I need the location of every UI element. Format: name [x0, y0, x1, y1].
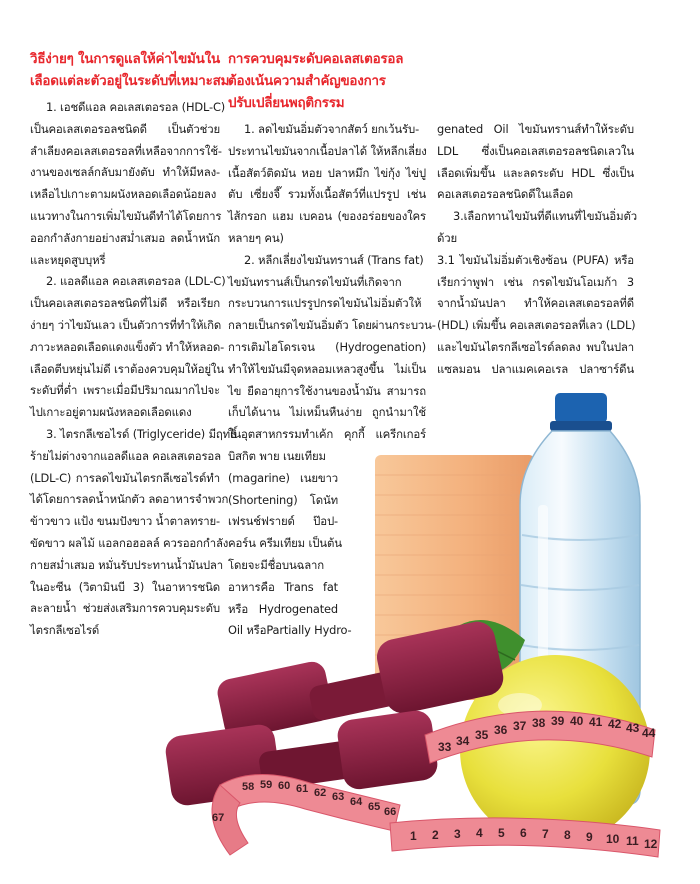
tape-number: 66	[384, 806, 397, 818]
tape-number: 60	[278, 780, 291, 792]
right-column-text	[437, 119, 637, 381]
text-line: ไขมันทรานส์เป็นกรดไขมันที่เกิดจาก	[228, 274, 402, 289]
tape-number: 7	[542, 827, 549, 841]
text-line: เลือดตีบหยุ่นไม่ดี เราต้องควบคุมให้อยู่ใน	[30, 361, 224, 376]
text-line: 1. เอชดีแอล คอเลสเตอรอล (HDL-C)	[46, 100, 226, 114]
tape-number: 8	[564, 828, 571, 842]
tape-number: 43	[626, 721, 640, 735]
text-line: ขัดขาว ผลไม้ แอลกอฮอลล์ ควรออกกำลัง	[30, 535, 229, 550]
tape-number: 5	[498, 826, 505, 840]
text-line: ตับ เซี่ยงจี๊ รวมทั้งเนื้อสัตว์ที่แปรรูป เช่น	[228, 187, 426, 202]
tape-number: 1	[410, 829, 417, 843]
tape-number: 4	[476, 826, 483, 840]
middle-heading-line: ต้องเน้นความสำคัญของการ	[228, 74, 386, 89]
tape-number: 12	[644, 837, 658, 851]
text-line: 3.เลือกทานไขมันที่ดีแทนที่ไขมันอิ่มตัว	[453, 209, 637, 224]
text-line: และไขมันไตรกลีเซอไรด์ลดลง พบในปลา	[437, 339, 634, 354]
text-line: แนวทางในการเพิ่มไขมันดีทำได้โดยการ	[30, 208, 222, 223]
tape-number: 34	[456, 734, 470, 748]
tape-number: 35	[475, 728, 489, 742]
text-line: ไส้กรอก แฮม เบคอน (ของอร่อยของใคร	[228, 209, 426, 224]
tape-number: 33	[438, 740, 452, 754]
text-line: ร้ายไม่ต่างจากแอลดีแอล คอเลสเตอรอล	[30, 448, 221, 463]
tape-number: 59	[260, 779, 273, 791]
tape-number: 42	[608, 717, 622, 731]
tape-number: 62	[314, 787, 327, 799]
text-line: ภาวะหลอดเลือดแดงแข็งตัว ทำให้หลอด-	[30, 339, 225, 354]
text-line: หลายๆ คน)	[228, 230, 284, 245]
text-line: ไปเกาะอยู่ตามผนังหลอดเลือดแดง	[30, 405, 192, 420]
text-line: ไข ยืดอายุการใช้งานของน้ำมัน สามารถ	[228, 383, 426, 398]
text-line: กลายเป็นกรดไขมันอิ่มตัว โดยผ่านกระบวน-	[228, 318, 436, 333]
text-line: 2. หลีกเลี่ยงไขมันทรานส์ (Trans fat)	[244, 252, 424, 267]
text-line: การเติมไฮโดรเจน (Hydrogenation)	[228, 339, 426, 354]
text-line: ลำเลียงคอเลสเตอรอลที่เหลือจากการใช้-	[30, 143, 222, 158]
text-line: เก็บได้นาน ไม่เหม็นหืนง่าย ถูกนำมาใช้	[228, 405, 426, 420]
text-line: (LDL-C) การลดไขมันไตรกลีเซอไรด์ทำ	[30, 470, 220, 485]
text-line: จากน้ำมันปลา ทำให้คอเลสเตอรอลที่ดี	[437, 296, 634, 311]
text-line: ในอะซีน (วิตามินบี 3) ในอาหารชนิด	[30, 579, 220, 594]
tape-number: 63	[332, 791, 345, 803]
text-line: ไตรกลีเซอไรด์	[30, 623, 100, 638]
text-line: แซลมอน ปลาแมคเคอเรล ปลาซาร์ดีน	[437, 361, 634, 376]
text-line: ข้าวขาว แป้ง ขนมปังขาว น้ำตาลทราย-	[30, 514, 221, 529]
text-line: 1. ลดไขมันอิ่มตัวจากสัตว์ ยกเว้นรับ-	[244, 122, 420, 136]
left-column-text	[30, 97, 237, 642]
text-line: ง่ายๆ ว่าไขมันเลว เป็นตัวการที่ทำให้เกิด	[30, 317, 222, 332]
text-line: 2. แอลดีแอล คอเลสเตอรอล (LDL-C)	[46, 274, 226, 289]
tape-number: 6	[520, 826, 527, 840]
text-line: เหลือไปเกาะตามผนังหลอดเลือดน้อยลง	[30, 187, 217, 202]
text-line: LDL ซึ่งเป็นคอเลสเตอรอลชนิดเลวใน	[437, 143, 634, 158]
text-line: เรียกว่าพูฟา เช่น กรดไขมันโอเมก้า 3	[437, 274, 634, 289]
left-heading-line: วิธีง่ายๆ ในการดูแลให้ค่าไขมันใน	[30, 52, 220, 67]
tape-number: 11	[626, 834, 639, 848]
text-line: ออกกำลังกายอย่างสม่ำเสมอ ลดน้ำหนัก	[30, 230, 220, 245]
text-line: 3. ไตรกลีเซอไรด์ (Triglyceride) มีฤทธิ์	[46, 426, 237, 441]
measuring-tape-lower	[390, 818, 660, 857]
left-heading-line: เลือดแต่ละตัวอยู่ในระดับที่เหมาะสม	[30, 74, 230, 89]
text-line: อาหารคือ Trans fat	[228, 579, 338, 594]
middle-column-text	[228, 119, 436, 642]
text-line: ด้วย	[437, 230, 458, 245]
text-line: เนื้อสัตว์ติดมัน หอย ปลาหมึก ไข่กุ้ง ไข่ปู	[228, 165, 426, 180]
tape-number: 2	[432, 828, 439, 842]
tape-number: 3	[454, 827, 461, 841]
text-line: ระดับที่ต่ำ เพราะเมื่อมีปริมาณมากไปจะ	[30, 383, 220, 398]
text-line: โดยจะมีชื่อบนฉลาก	[228, 557, 325, 572]
text-line: (HDL) เพิ่มขึ้น คอเลสเตอรอลที่เลว (LDL)	[437, 318, 636, 333]
text-line: (magarine) เนยขาว	[228, 470, 338, 485]
tape-number: 39	[551, 714, 565, 728]
text-line: เลือดเพิ่มขึ้น และลดระดับ HDL ซึ่งเป็น	[437, 165, 634, 180]
text-line: ได้โดยการลดน้ำหนักตัว ลดอาหารจำพวก	[30, 492, 229, 507]
text-line: (Shortening) โดนัท	[228, 492, 338, 507]
tape-number: 44	[642, 726, 656, 740]
tape-number: 36	[494, 723, 508, 737]
text-line: กระบวนการแปรรูปกรดไขมันไม่อิ่มตัวให้	[228, 296, 422, 311]
tape-number: 9	[586, 830, 593, 844]
text-line: คอเลสเตอรอลชนิดดีในเลือด	[437, 187, 573, 202]
tape-number: 58	[242, 781, 255, 793]
tape-number: 10	[606, 832, 620, 846]
tape-number: 64	[350, 796, 363, 808]
text-line: งานของเซลล์กลับมายังตับ ทำให้มีหลง-	[30, 165, 220, 180]
tape-number: 67	[212, 812, 225, 824]
text-line: หรือ Hydrogenated	[228, 601, 338, 616]
middle-section-heading	[228, 49, 433, 115]
text-line: และหยุดสูบบุหรี่	[30, 252, 106, 267]
text-line: เฟรนช์ฟรายด์ ป๊อป-	[228, 514, 338, 529]
tape-number: 65	[368, 801, 381, 813]
text-line: คอร์น ครีมเทียม เป็นต้น	[228, 536, 342, 551]
text-line: 3.1 ไขมันไม่อิ่มตัวเชิงซ้อน (PUFA) หรือ	[437, 252, 634, 267]
tape-number: 40	[570, 714, 584, 728]
text-line: เป็นคอเลสเตอรอลชนิดดี เป็นตัวช่วย	[30, 121, 220, 136]
tape-number: 41	[589, 715, 603, 729]
middle-heading-line: ปรับเปลี่ยนพฤติกรรม	[228, 96, 345, 111]
text-line: กายสม่ำเสมอ หมั่นรับประทานน้ำมันปลา	[30, 557, 223, 572]
left-section-heading	[30, 49, 230, 93]
text-line: เป็นคอเลสเตอรอลชนิดที่ไม่ดี หรือเรียก	[30, 296, 220, 311]
tape-number: 61	[296, 783, 309, 795]
text-line: บิสกิต พาย เนยเทียม	[228, 448, 326, 463]
text-line: ทำให้ไขมันมีจุดหลอมเหลวสูงขึ้น ไม่เป็น	[228, 361, 426, 376]
middle-heading-line: การควบคุมระดับคอเลสเตอรอล	[228, 52, 404, 67]
tape-number: 38	[532, 716, 546, 730]
text-line: ละลายน้ำ ช่วยส่งเสริมการควบคุมระดับ	[30, 601, 220, 616]
tape-number: 37	[513, 719, 527, 733]
text-line: genated Oil ไขมันทรานส์ทำให้ระดับ	[437, 122, 634, 136]
text-line: ประทานไขมันจากเนื้อปลาได้ ให้หลีกเลี่ยง	[228, 143, 427, 158]
text-line: ในอุตสาหกรรมทำเค้ก คุกกี้ แครีกเกอร์	[228, 427, 426, 442]
text-line: Oil หรือPartially Hydro-	[228, 623, 352, 638]
